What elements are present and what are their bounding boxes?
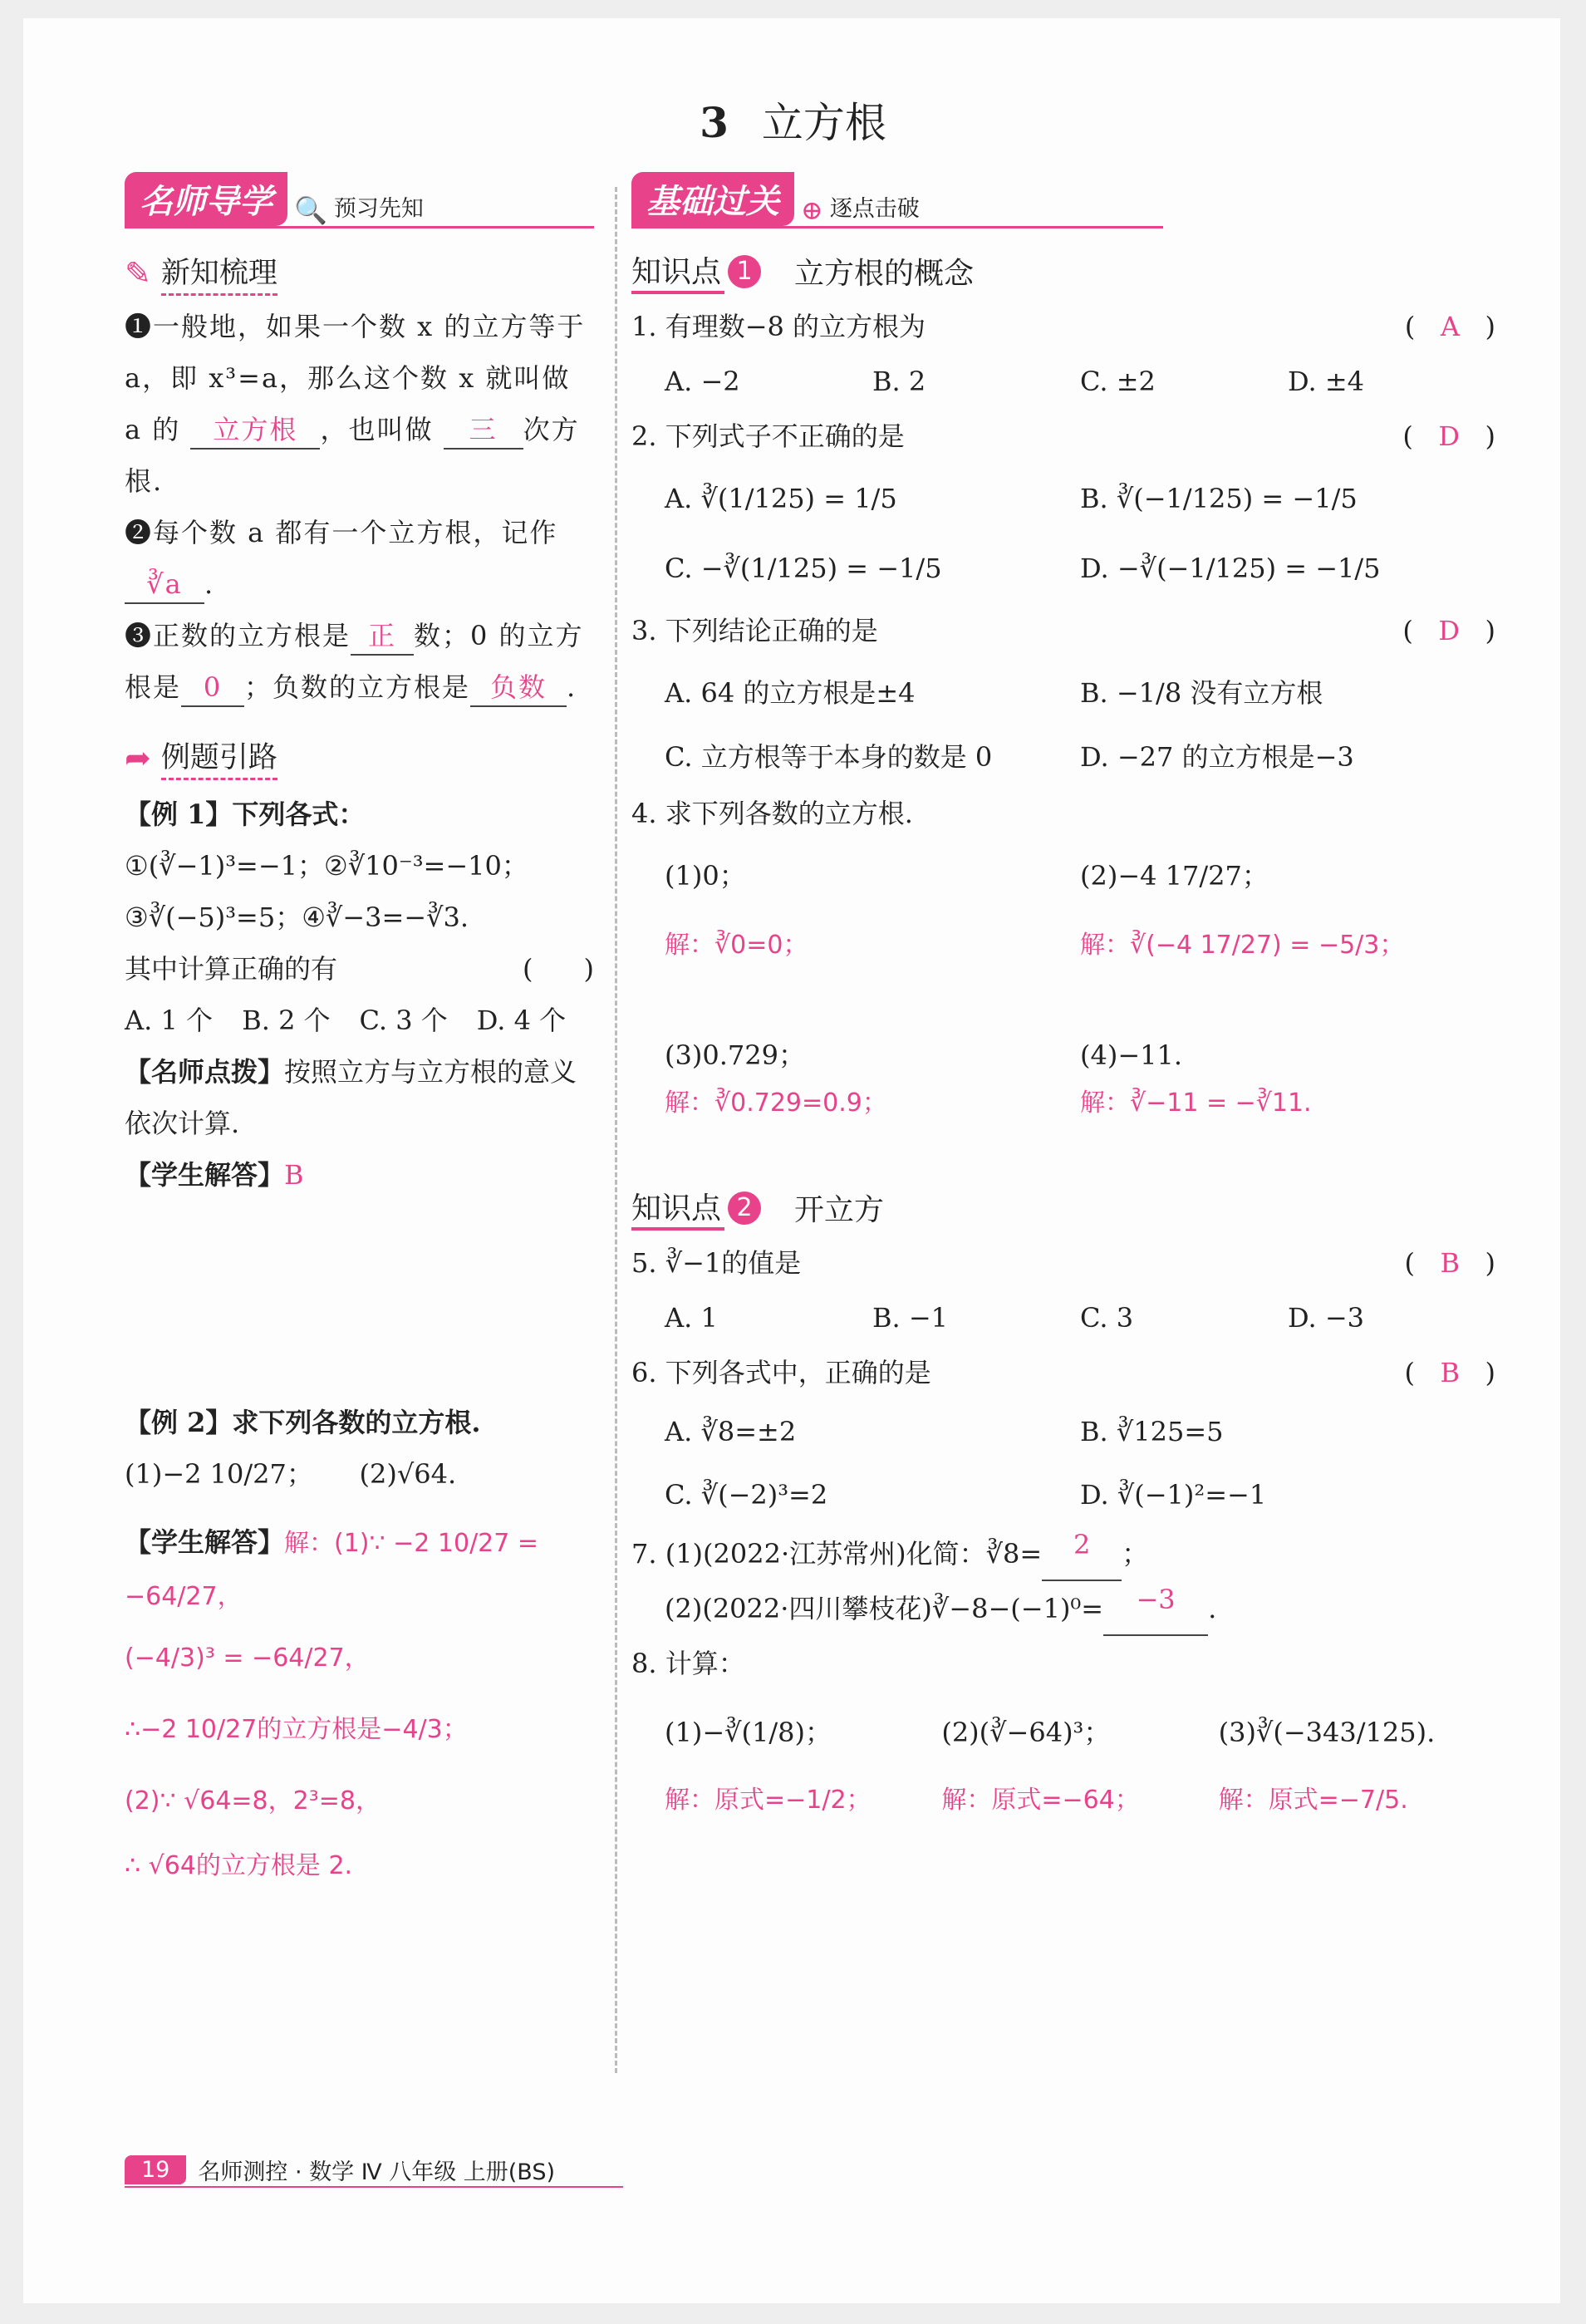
question-6-options-cd: C. ∛(−2)³=2 D. ∛(−1)²=−1 xyxy=(665,1479,1267,1511)
question-3-options-cd: C. 立方根等于本身的数是 0 D. −27 的立方根是−3 xyxy=(665,741,1354,773)
question-4: 4. 求下列各数的立方根. xyxy=(631,798,913,829)
signpost-icon: ➦ xyxy=(125,739,151,776)
section-heading-examples: ➦ 例题引路 xyxy=(125,735,594,780)
banner-tag: 基础过关 xyxy=(631,172,794,226)
section-title: 立方根 xyxy=(761,99,886,147)
choice-answer: D xyxy=(1438,615,1460,646)
question-6: 6. 下列各式中，正确的是 ( B ) xyxy=(631,1357,1495,1388)
knowledge-point-1: 知识点 1 立方根的概念 xyxy=(631,248,1495,294)
knowledge-item-3: ❸正数的立方根是 正 数；0 的立方根是 0 ；负数的立方根是 负数 . xyxy=(125,610,594,713)
example-2: 【例 2】求下列各数的立方根. (1)−2 10/27； (2)√64. 【学生解答】解：(1)∵ −2 10/27 = −64/27， (−4/3)³ = −64/27， ∴−2 10/27的立方根是−4/3； (2)∵ √64=8，2³=8， ∴ √64的立方根是 2. xyxy=(125,1407,539,1880)
magnifier-icon: 🔍 xyxy=(294,194,327,226)
section-number: 3 xyxy=(700,98,729,147)
question-4-solutions-12: 解：∛0=0； 解：∛(−4 17/27) = −5/3； xyxy=(665,931,1405,960)
question-3-options-ab: A. 64 的立方根是±4 B. −1/8 没有立方根 xyxy=(665,677,1323,709)
example-1-options: A. 1 个 B. 2 个 C. 3 个 D. 4 个 xyxy=(125,1005,567,1036)
blank-answer: 正 xyxy=(351,617,414,656)
question-2: 2. 下列式子不正确的是 ( D ) xyxy=(631,420,1495,452)
question-4-items-34: (3)0.729； (4)−11. xyxy=(665,1039,1183,1071)
blank-answer: −3 xyxy=(1103,1581,1208,1636)
knowledge-point-2: 知识点 2 开立方 xyxy=(631,1185,1495,1231)
left-banner xyxy=(125,176,594,228)
blank-answer: 2 xyxy=(1042,1526,1122,1581)
blank-answer: ∛a xyxy=(125,566,204,604)
question-1: 1. 有理数−8 的立方根为 ( A ) xyxy=(631,311,1495,342)
question-2-options-ab: A. ∛(1/125) = 1/5 B. ∛(−1/125) = −1/5 xyxy=(665,483,1358,514)
column-divider xyxy=(615,187,617,2073)
question-5: 5. ∛−1的值是 ( B ) xyxy=(631,1247,1495,1279)
blank-answer: 三 xyxy=(444,411,523,450)
question-4-items-12: (1)0； (2)−4 17/27； xyxy=(665,860,1269,892)
question-7-part-2: (2)(2022·四川攀枝花)∛−8−(−1)⁰= −3 . xyxy=(631,1581,1495,1636)
left-column xyxy=(125,176,594,1895)
choice-answer: B xyxy=(1440,1357,1460,1388)
choice-answer: D xyxy=(1438,420,1460,452)
banner-sub: 预习先知 xyxy=(333,196,424,222)
page-footer xyxy=(125,2154,623,2188)
blank-answer: 立方根 xyxy=(190,411,320,450)
section-heading-new-knowledge: ✎ 新知梳理 xyxy=(125,250,594,296)
blank-answer: 0 xyxy=(181,669,244,707)
target-icon: ⊕ xyxy=(801,194,823,226)
page-title xyxy=(0,90,1586,150)
choice-answer: B xyxy=(1440,1247,1460,1279)
right-banner xyxy=(631,176,1163,228)
banner-tag: 名师导学 xyxy=(125,172,287,226)
question-8-solutions: 解：原式=−1/2； 解：原式=−64； 解：原式=−7/5. xyxy=(665,1786,1408,1815)
choice-answer: A xyxy=(1440,311,1460,342)
question-5-options: A. 1 B. −1 C. 3 D. −3 xyxy=(665,1302,1365,1334)
knowledge-item-1: ❶一般地，如果一个数 x 的立方等于 a，即 x³=a，那么这个数 x 就叫做 a 的 立方根 ，也叫做 三 次方根. xyxy=(125,311,586,497)
question-4-solutions-34: 解：∛0.729=0.9； 解：∛−11 = −∛11. xyxy=(665,1088,1312,1118)
question-2-options-cd: C. −∛(1/125) = −1/5 D. −∛(−1/125) = −1/5 xyxy=(665,553,1381,584)
footer-text: 名师测控 · 数学 Ⅳ 八年级 上册(BS) xyxy=(198,2159,556,2185)
question-6-options-ab: A. ∛8=±2 B. ∛125=5 xyxy=(665,1416,1224,1447)
pencil-icon: ✎ xyxy=(125,254,151,292)
knowledge-item-2: ❷每个数 a 都有一个立方根，记作 ∛a . xyxy=(125,507,594,610)
page-number: 19 xyxy=(125,2155,186,2184)
question-1-options: A. −2 B. 2 C. ±2 D. ±4 xyxy=(665,366,1365,397)
right-column xyxy=(631,176,1495,1827)
question-3: 3. 下列结论正确的是 ( D ) xyxy=(631,615,1495,646)
question-8-items: (1)−∛(1/8)； (2)(∛−64)³； (3)∛(−343/125). xyxy=(665,1717,1436,1748)
blank-answer: 负数 xyxy=(470,669,567,707)
question-8: 8. 计算： xyxy=(631,1648,745,1679)
banner-sub: 逐点击破 xyxy=(829,196,920,222)
question-7-part-1: 7. (1)(2022·江苏常州)化简：∛8= 2 ； xyxy=(631,1526,1495,1581)
example-1: 【例 1】下列各式： ①(∛−1)³=−1；②∛10⁻³=−10； ③∛(−5)³=5；④∛−3=−∛3. 其中计算正确的有 ( ) A. 1 个 B. 2 个 C. 3 个 D. 4 个 【名师点拨】按照立方与立方根的意义依次计算. 【学生解答】B xyxy=(125,798,594,1191)
student-answer: B xyxy=(284,1159,304,1191)
